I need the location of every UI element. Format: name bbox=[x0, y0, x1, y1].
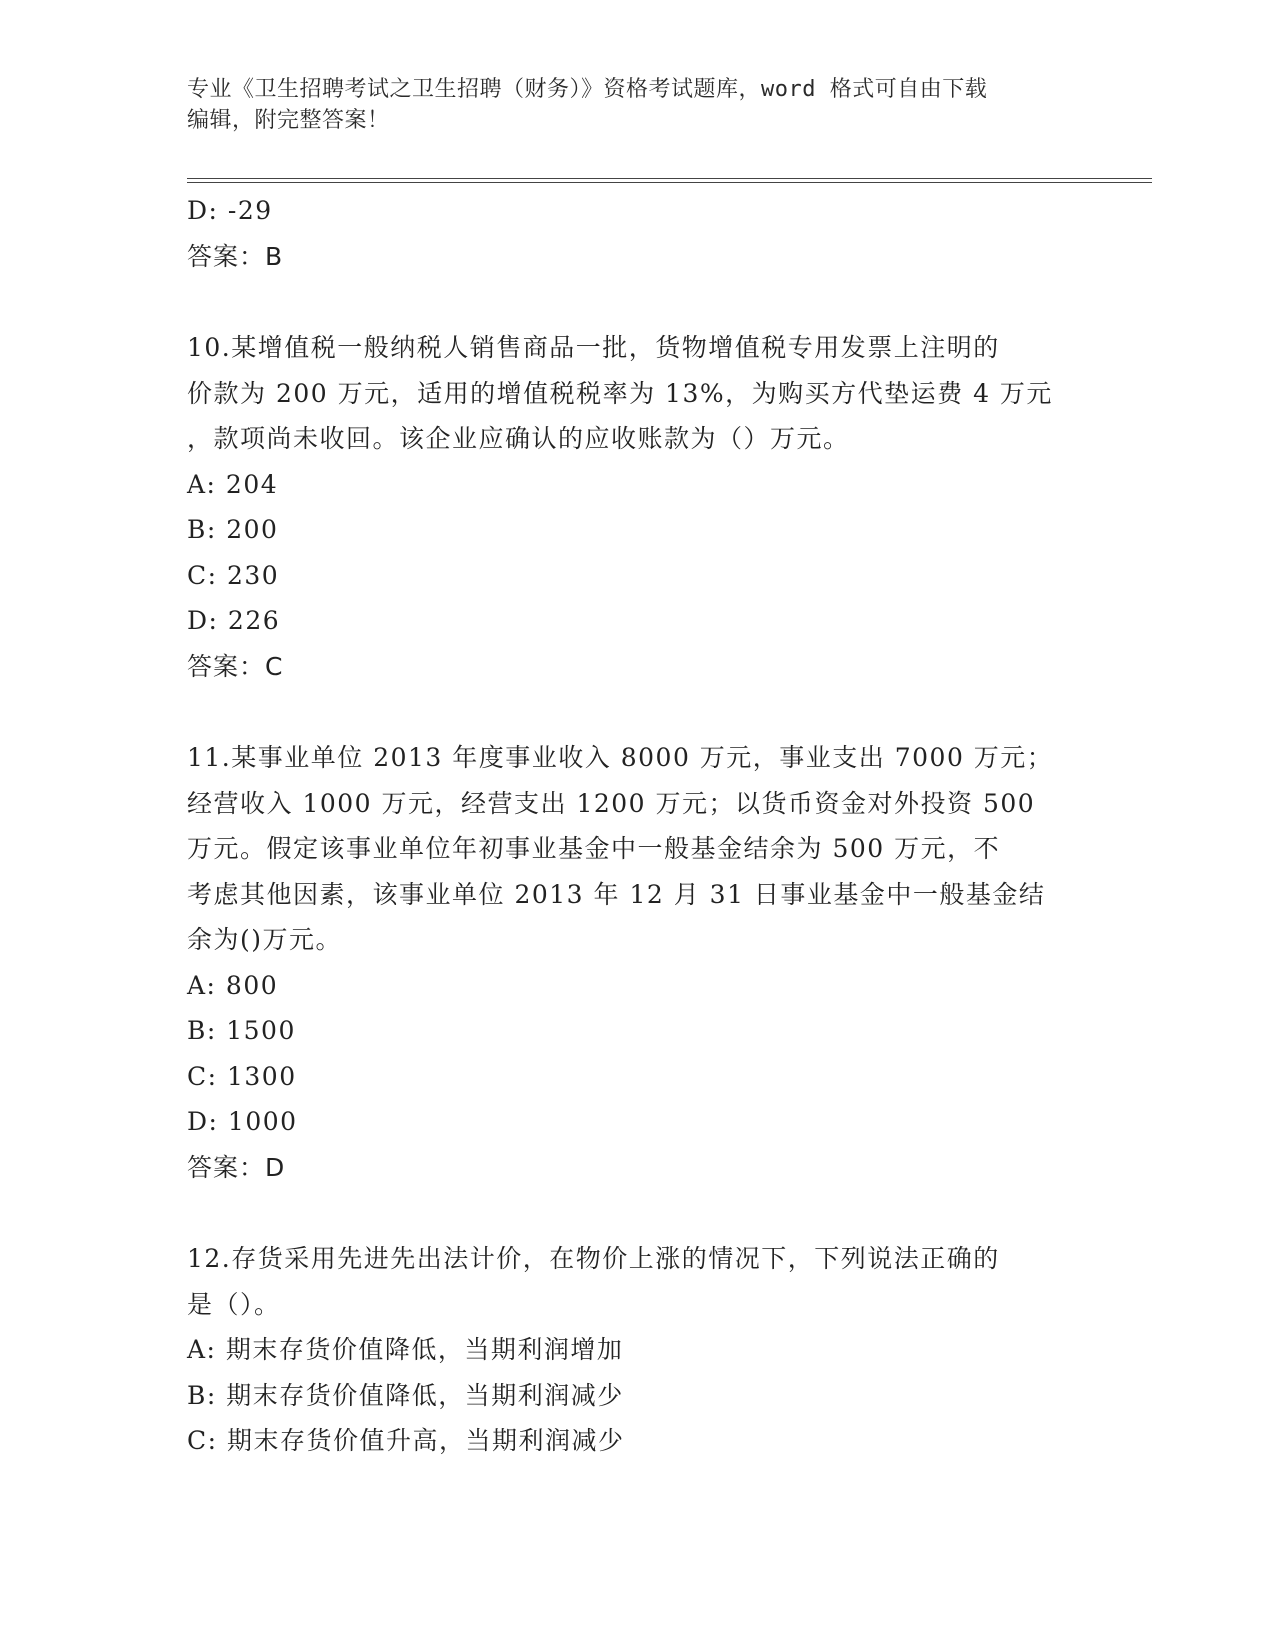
option-b: B: 200 bbox=[187, 515, 279, 544]
header-line-1: 专业《卫生招聘考试之卫生招聘（财务）》资格考试题库，word 格式可自由下载 bbox=[187, 77, 988, 102]
question-text-line: 考虑其他因素，该事业单位 2013 年 12 月 31 日事业基金中一般基金结 bbox=[187, 879, 1046, 909]
option-c: C: 1300 bbox=[187, 1061, 297, 1091]
prev-answer: 答案：B bbox=[187, 241, 284, 271]
question-text-line: ，款项尚未收回。该企业应确认的应收账款为（）万元。 bbox=[187, 424, 850, 453]
prev-option-d: D: -29 bbox=[187, 196, 273, 225]
question-text-line: 是（）。 bbox=[187, 1289, 281, 1319]
question-text-line: 12.存货采用先进先出法计价，在物价上涨的情况下，下列说法正确的 bbox=[187, 1244, 1000, 1273]
spacer bbox=[187, 689, 1067, 735]
option-a: A: 800 bbox=[187, 970, 279, 1000]
option-b: B: 期末存货价值降低，当期利润减少 bbox=[187, 1380, 624, 1410]
option-b: B: 1500 bbox=[187, 1016, 296, 1045]
question-text-line: 万元。假定该事业单位年初事业基金中一般基金结余为 500 万元，不 bbox=[187, 834, 1001, 863]
option-a: A: 期末存货价值降低，当期利润增加 bbox=[187, 1335, 624, 1364]
question-text-line: 经营收入 1000 万元，经营支出 1200 万元；以货币资金对外投资 500 bbox=[187, 788, 1036, 818]
question-10 bbox=[187, 325, 1067, 689]
spacer bbox=[187, 279, 1067, 325]
question-text-line: 10.某增值税一般纳税人销售商品一批，货物增值税专用发票上注明的 bbox=[187, 333, 1000, 362]
header-divider bbox=[187, 178, 1152, 179]
option-c: C: 期末存货价值升高，当期利润减少 bbox=[187, 1426, 625, 1455]
question-12 bbox=[187, 1236, 1067, 1464]
question-text-line: 余为()万元。 bbox=[187, 925, 343, 954]
question-text-line: 价款为 200 万元，适用的增值税税率为 13%，为购买方代垫运费 4 万元 bbox=[187, 378, 1053, 408]
option-a: A: 204 bbox=[187, 469, 279, 499]
question-text-line: 11.某事业单位 2013 年度事业收入 8000 万元，事业支出 7000 万元； bbox=[187, 743, 1054, 772]
answer-label: 答案：C bbox=[187, 651, 284, 681]
option-c: C: 230 bbox=[187, 560, 280, 590]
header-line-2: 编辑，附完整答案！ bbox=[187, 108, 390, 133]
header-divider-secondary bbox=[187, 182, 1152, 183]
option-d: D: 226 bbox=[187, 606, 281, 635]
answer-label: 答案：D bbox=[187, 1152, 286, 1182]
question-11 bbox=[187, 735, 1067, 1190]
spacer bbox=[187, 1190, 1067, 1236]
question-content bbox=[187, 188, 1067, 1464]
page-header bbox=[187, 74, 1087, 136]
option-d: D: 1000 bbox=[187, 1107, 298, 1136]
